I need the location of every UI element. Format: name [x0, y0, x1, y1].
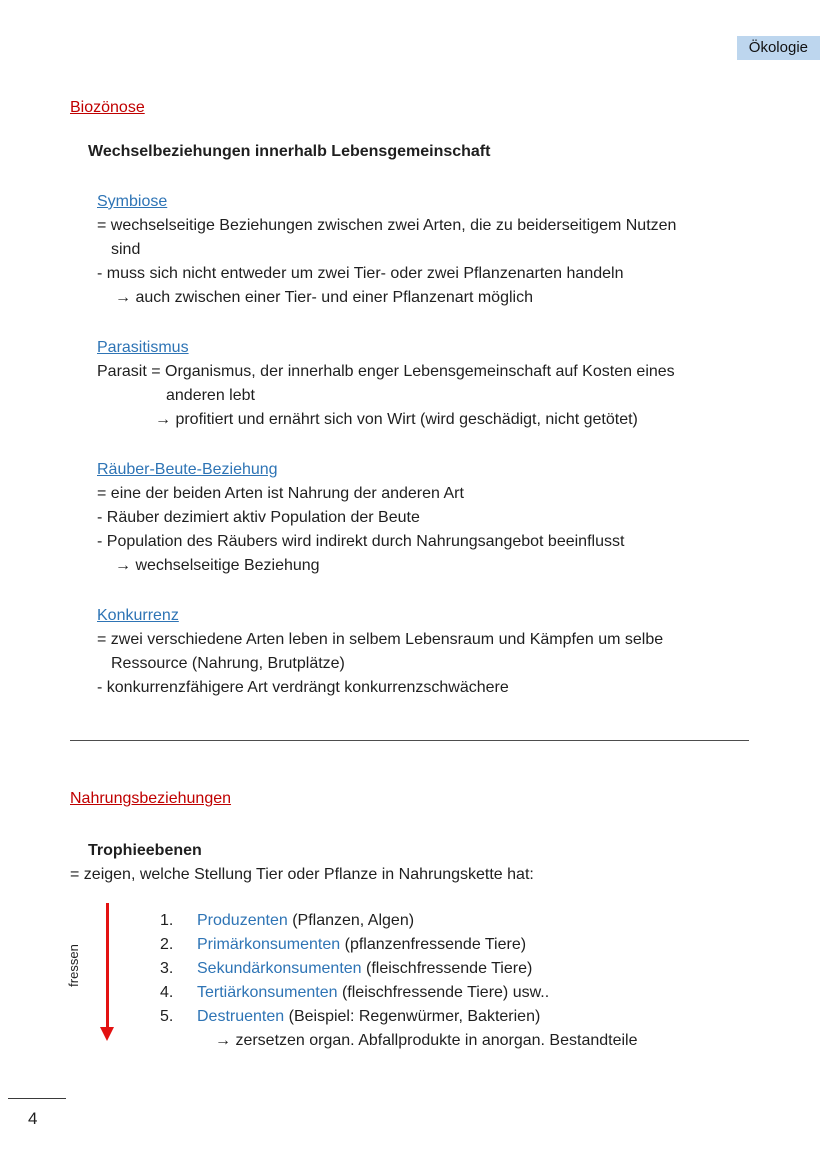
- arrow-label-fressen: fressen: [65, 944, 81, 987]
- list-item: [160, 909, 762, 933]
- list-note: → zersetzen organ. Abfallprodukte in anorgan. Bestandteile: [215, 1032, 638, 1049]
- text-line: Ressource (Nahrung, Brutplätze): [111, 655, 345, 672]
- text-line: - muss sich nicht entweder um zwei Tier- oder zwei Pflanzenarten handeln: [97, 265, 624, 282]
- list-term: Destruenten: [197, 1008, 285, 1025]
- term-heading-symbiose: Symbiose: [97, 193, 168, 210]
- list-description: (fleischfressende Tiere): [361, 960, 533, 977]
- footer-divider: [8, 1098, 66, 1099]
- list-description: (pflanzenfressende Tiere): [340, 936, 527, 953]
- text-line: Parasit = Organismus, der innerhalb enger Lebensgemeinschaft auf Kosten eines: [97, 363, 675, 380]
- list-number: 1.: [160, 912, 174, 929]
- page-footer: [8, 1098, 66, 1131]
- page-number: 4: [28, 1109, 38, 1128]
- subsection-title-trophieebenen: Trophieebenen: [88, 842, 202, 859]
- topic-badge: Ökologie: [737, 36, 820, 60]
- list-term: Tertiärkonsumenten: [197, 984, 338, 1001]
- text-line: - Räuber dezimiert aktiv Population der Beute: [97, 509, 420, 526]
- down-arrow-icon: [100, 903, 114, 1043]
- arrow-head-icon: [100, 1027, 114, 1041]
- text-line: = zeigen, welche Stellung Tier oder Pflanze in Nahrungskette hat:: [70, 866, 534, 883]
- list-item: [160, 1005, 762, 1029]
- block-parasitismus: [97, 336, 762, 432]
- list-description: (Pflanzen, Algen): [287, 912, 415, 929]
- trophic-level-list: [160, 909, 762, 1053]
- text-line: → auch zwischen einer Tier- und einer Pflanzenart möglich: [115, 289, 533, 306]
- text-line: = zwei verschiedene Arten leben in selbem Lebensraum und Kämpfen um selbe: [97, 631, 664, 648]
- arrow-shaft: [106, 903, 109, 1029]
- subsection-title-wechselbeziehungen: Wechselbeziehungen innerhalb Lebensgemeinschaft: [88, 143, 491, 160]
- block-konkurrenz: [97, 604, 762, 700]
- section-divider: [70, 740, 749, 741]
- text-line: = eine der beiden Arten ist Nahrung der anderen Art: [97, 485, 464, 502]
- block-symbiose: [97, 190, 762, 310]
- section-title-biozoenose: Biozönose: [70, 99, 145, 116]
- list-term: Produzenten: [197, 912, 288, 929]
- list-description: (fleischfressende Tiere) usw..: [337, 984, 550, 1001]
- text-line: sind: [111, 241, 141, 258]
- text-line: → wechselseitige Beziehung: [115, 557, 320, 574]
- text-line: - Population des Räubers wird indirekt durch Nahrungsangebot beeinflusst: [97, 533, 625, 550]
- page-content: [70, 96, 762, 1053]
- list-item: [160, 957, 762, 981]
- term-heading-raeuber-beute: Räuber-Beute-Beziehung: [97, 461, 278, 478]
- list-number: 4.: [160, 984, 174, 1001]
- term-heading-konkurrenz: Konkurrenz: [97, 607, 179, 624]
- list-item: [160, 933, 762, 957]
- list-term: Primärkonsumenten: [197, 936, 341, 953]
- block-raeuber-beute: [97, 458, 762, 578]
- text-line: = wechselseitige Beziehungen zwischen zwei Arten, die zu beiderseitigem Nutzen: [97, 217, 677, 234]
- text-line: - konkurrenzfähigere Art verdrängt konkurrenzschwächere: [97, 679, 509, 696]
- list-item: [160, 981, 762, 1005]
- list-number: 5.: [160, 1008, 174, 1025]
- list-term: Sekundärkonsumenten: [197, 960, 362, 977]
- list-description: (Beispiel: Regenwürmer, Bakterien): [284, 1008, 541, 1025]
- term-heading-parasitismus: Parasitismus: [97, 339, 189, 356]
- text-line: → profitiert und ernährt sich von Wirt (wird geschädigt, nicht getötet): [155, 411, 638, 428]
- section-title-nahrungsbeziehungen: Nahrungsbeziehungen: [70, 790, 232, 807]
- list-number: 3.: [160, 960, 174, 977]
- list-number: 2.: [160, 936, 174, 953]
- text-line: anderen lebt: [166, 387, 255, 404]
